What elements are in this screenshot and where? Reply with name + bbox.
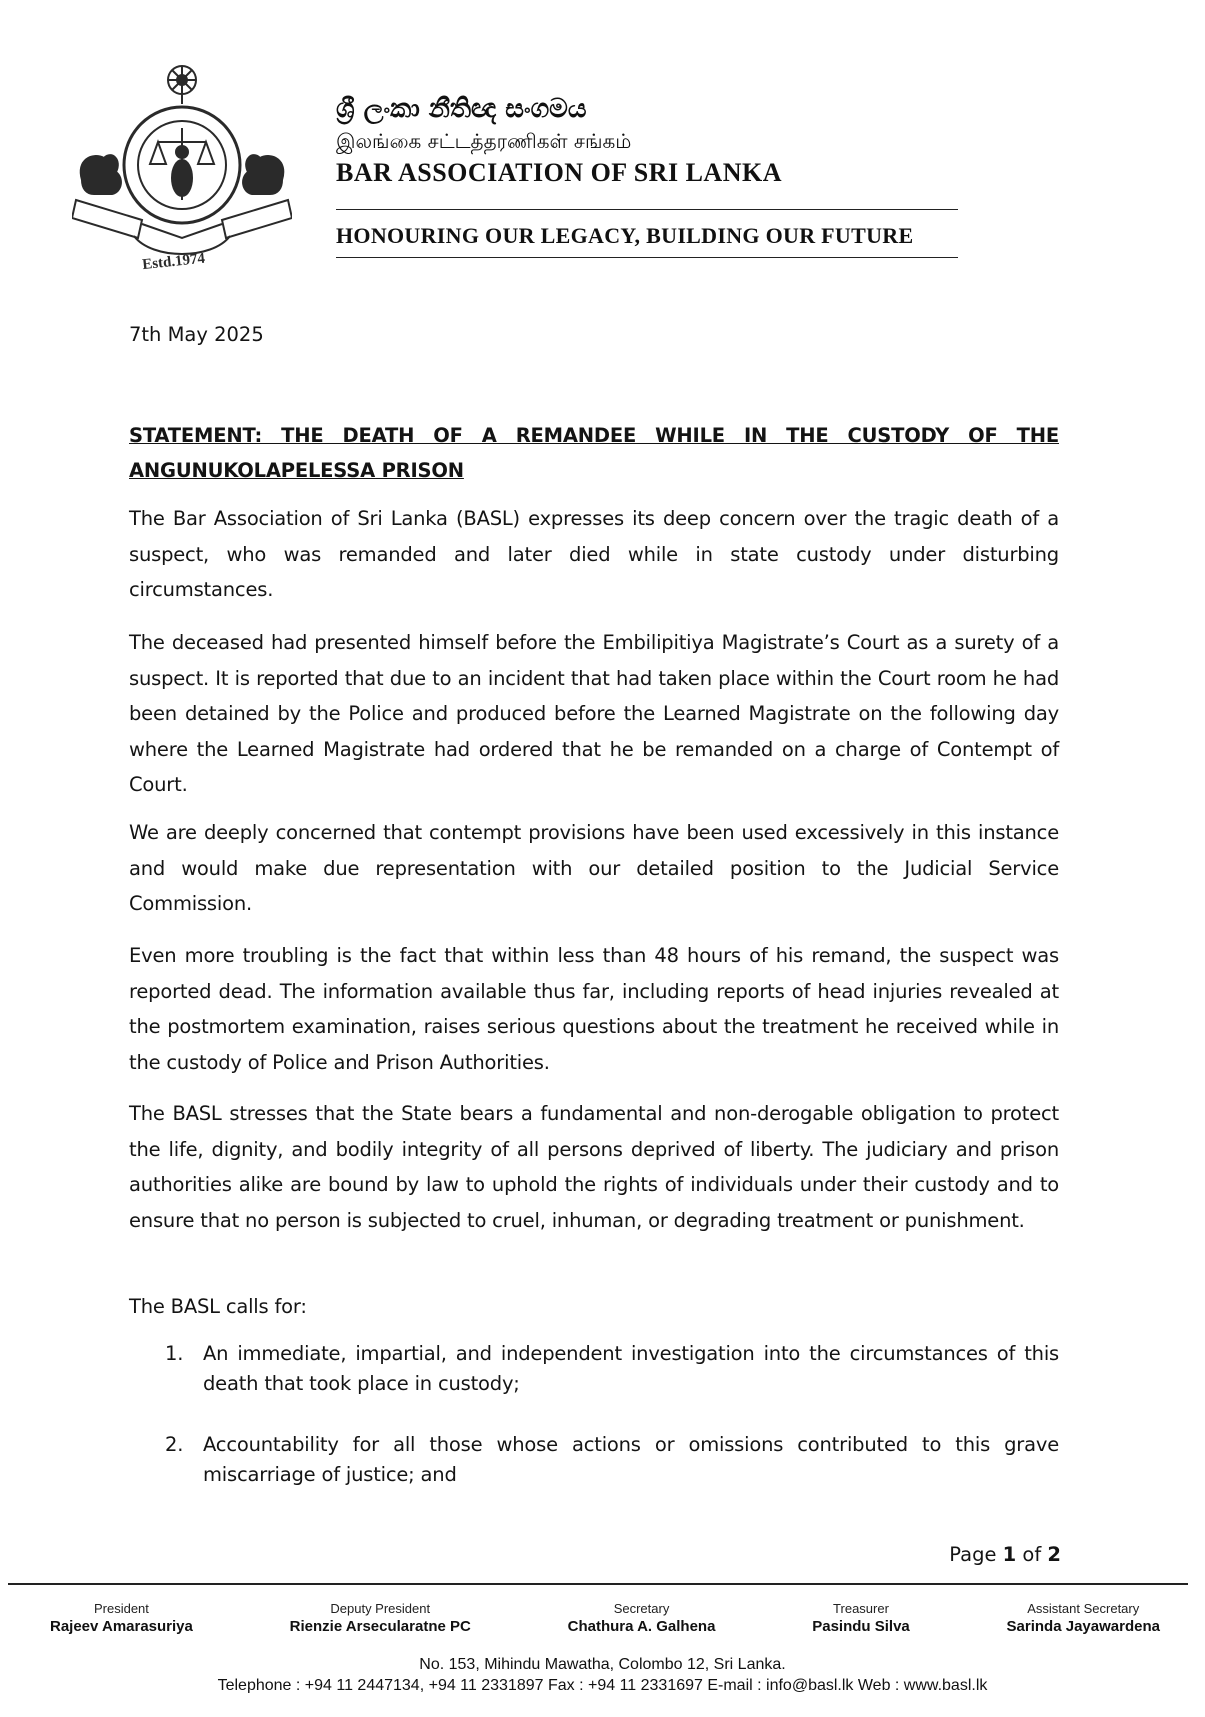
paragraph-2: The deceased had presented himself before the Embilipitiya Magistrate’s Court as a surety of a suspect. It is reported that due to an incident that had taken place within the Court room he had been detained by the Police and produced before the Learned Magistrate on the following day where the Learned Magistrate had ordered that he be remanded on a charge of Contempt of Court.: [129, 631, 1059, 796]
letterhead-divider-top: [336, 209, 958, 210]
org-motto: HONOURING OUR LEGACY, BUILDING OUR FUTURE: [336, 223, 914, 248]
list-item-text: Accountability for all those whose actions or omissions contributed to this grave miscarriage of justice; and: [203, 1433, 1059, 1486]
officer-deputy-president: [290, 1600, 471, 1637]
officer-name: Sarinda Jayawardena: [1006, 1618, 1160, 1635]
paragraph-5: The BASL stresses that the State bears a fundamental and non-derogable obligation to protect the life, dignity, and bodily integrity of all persons deprived of liberty. The judiciary and prison authorities alike are bound by law to uphold the rights of individuals under their custody and to ensure that no person is subjected to cruel, inhuman, or degrading treatment or punishment.: [129, 1102, 1059, 1232]
officer-treasurer: [812, 1600, 910, 1637]
org-name-sinhala: ශ්‍රී ලංකා නීතිඥ සංගමය: [336, 94, 587, 124]
office-bearers: [50, 1600, 1160, 1637]
contact-details: [0, 1677, 1205, 1693]
contact-line: Telephone : +94 11 2447134, +94 11 2331897 Fax : +94 11 2331697 E-mail : info@basl.lk Web : www.basl.lk: [217, 1677, 988, 1693]
list-item-number: 1.: [165, 1342, 184, 1365]
org-name-english: BAR ASSOCIATION OF SRI LANKA: [336, 158, 782, 187]
svg-text:Estd.1974: Estd.1974: [141, 250, 206, 274]
letter-date: 7th May 2025: [129, 323, 264, 346]
officer-name: Rajeev Amarasuriya: [50, 1618, 193, 1635]
page-number: [949, 1540, 1061, 1570]
postal-address: No. 153, Mihindu Mawatha, Colombo 12, Sri Lanka.: [419, 1656, 786, 1673]
paragraph-1: The Bar Association of Sri Lanka (BASL) expresses its deep concern over the tragic death of a suspect, who was remanded and later died while in state custody under disturbing circumstances.: [129, 507, 1059, 601]
footer-divider: [8, 1583, 1188, 1585]
page-total: 2: [1047, 1543, 1061, 1566]
list-item: [165, 1339, 1059, 1399]
list-item-text: An immediate, impartial, and independent investigation into the circumstances of this death that took place in custody;: [203, 1342, 1059, 1395]
list-item: [165, 1430, 1059, 1490]
letterhead-divider-bottom: [336, 257, 958, 258]
paragraph-4: Even more troubling is the fact that within less than 48 hours of his remand, the suspect was reported dead. The information available thus far, including reports of head injuries revealed at the postmortem examination, raises serious questions about the treatment he received while in the custody of Police and Prison Authorities.: [129, 944, 1059, 1074]
list-item-number: 2.: [165, 1433, 184, 1456]
page-current: 1: [1002, 1543, 1017, 1566]
officer-role: Deputy President: [330, 1601, 431, 1616]
org-name-tamil: இலங்கை சட்டத்தரணிகள் சங்கம்: [336, 129, 632, 153]
officer-president: [50, 1600, 193, 1637]
officer-name: Rienzie Arsecularatne PC: [289, 1618, 471, 1635]
officer-role: Treasurer: [833, 1601, 889, 1616]
paragraph-6: The BASL calls for:: [129, 1295, 307, 1318]
paragraph-3: We are deeply concerned that contempt provisions have been used excessively in this instance and would make due representation with our detailed position to the Judicial Service Commission.: [129, 821, 1059, 915]
officer-secretary: [568, 1600, 716, 1637]
organisation-name-block: [336, 92, 958, 190]
bar-association-emblem-icon: [72, 60, 292, 275]
page-mid: of: [1016, 1543, 1048, 1566]
officer-name: Chathura A. Galhena: [567, 1618, 716, 1635]
officer-role: Secretary: [613, 1601, 670, 1616]
statement-heading: STATEMENT: THE DEATH OF A REMANDEE WHILE IN THE CUSTODY OF THE ANGUNUKOLAPELESSA PRISON: [129, 424, 1059, 482]
officer-role: Assistant Secretary: [1027, 1601, 1140, 1616]
officer-name: Pasindu Silva: [812, 1618, 910, 1635]
officer-role: President: [93, 1601, 149, 1616]
officer-assistant-secretary: [1007, 1600, 1160, 1637]
page-prefix: Page: [949, 1543, 1003, 1566]
